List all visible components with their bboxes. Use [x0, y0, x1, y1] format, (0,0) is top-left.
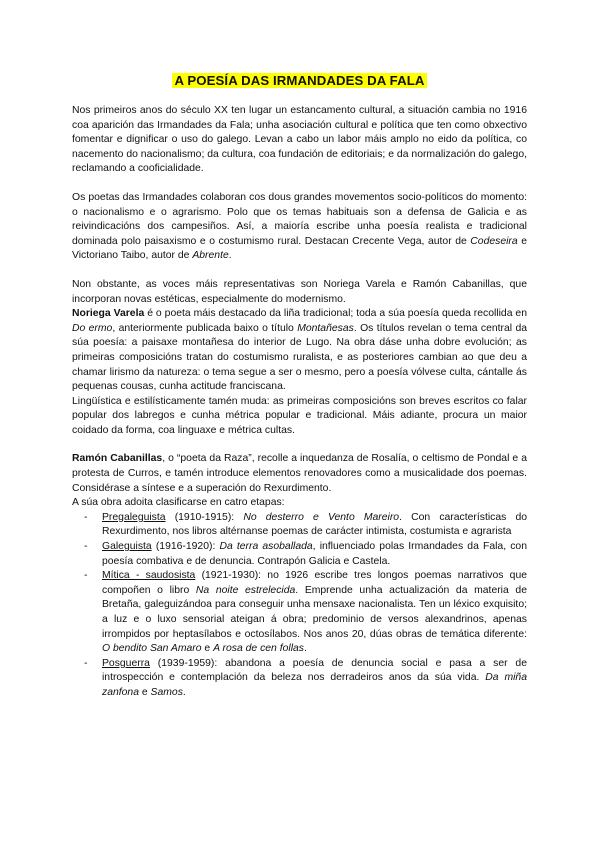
- text: (1939-1959): abandona a poesía de denuncia social e pasa a ser de introspección e contemplación da beleza nos derradeiros anos da súa vida.: [102, 657, 527, 684]
- work-title: Da terra asoballada: [219, 541, 313, 553]
- work-title: Codeseira: [470, 235, 518, 247]
- work-title: O bendito San Amaro: [102, 643, 202, 655]
- text: , influenciado polas Irmandades da Fala, con poesía combativa e de denuncia. Contrapón Galicia e Castela.: [102, 541, 527, 567]
- paragraph-representatives: Non obstante, as voces máis representativas son Noriega Varela e Ramón Cabanillas, que incorporan novas estéticas, especialmente do modernismo.: [72, 278, 527, 305]
- spacer: [72, 177, 527, 191]
- paragraph-noriega: [72, 307, 527, 395]
- paragraph-intro: Nos primeiros anos do século XX ten lugar un estancamento cultural, a situación cambia no 1916 coa aparición das Irmandades da Fala; unha asociación cultural e política que ten como obxectivo fomentar e dignificar o uso do galego. Levan a cabo un labor máis amplo no eido da política, co nacemento do nacionalismo; da cultura, coa fundación de editoriais; e da normalización do galego, reclamando a cooficialidade.: [72, 105, 527, 175]
- work-title: Abrente: [192, 250, 229, 262]
- stage-name: Posguerra: [102, 657, 150, 669]
- text: , o “poeta da Raza”, recolle a inquedanza de Rosalía, o celtismo de Pondal e a protesta de Curros, e tamén introduce elementos renovadores como a musicalidade dos poemas. Considérase a síntese e a superación do Rexurdimento.: [72, 453, 527, 494]
- text: . Con características do Rexurdimento, nos libros altérnanse poemas de carácter intimista, costumista e agrarista: [102, 511, 528, 538]
- paragraph-cabanillas: [72, 452, 527, 496]
- work-title: Samos: [150, 686, 183, 698]
- list-item: [72, 540, 527, 569]
- stage-name: Galeguista: [102, 541, 152, 553]
- document-title: A POESÍA DAS IRMANDADES DA FALA: [174, 73, 425, 88]
- stages-intro: A súa obra adoita clasificarse en catro etapas:: [72, 497, 285, 509]
- text: e Victoriano Taibo, autor de: [72, 235, 527, 262]
- author-name: Ramón Cabanillas: [72, 453, 163, 465]
- list-item: [72, 511, 527, 540]
- text: Os poetas das Irmandades colaboran cos dous grandes movementos socio-políticos do momento: o nacionalismo e o agrarismo. Polo que os temas habituais son a defensa de Galicia e as reivindicacións dos campesiños. Así, a maioría escribe unha poesía realista e tradicional dominada polo paisaxismo e o costumismo rural. Destacan Crecente Vega, autor de: [72, 191, 527, 247]
- text: .: [182, 686, 186, 698]
- title-wrap: [72, 72, 527, 90]
- stage-name: Mítica - saudosista: [102, 570, 196, 582]
- bullet-dash: -: [84, 511, 88, 523]
- work-title: Do ermo: [72, 322, 113, 334]
- text: (1921-1930): no 1926 escribe tres longos poemas narrativos que compoñen o libro: [102, 570, 527, 596]
- text: e: [201, 643, 214, 655]
- paragraph-poets: [72, 191, 527, 264]
- list-item: [72, 569, 527, 657]
- bullet-dash: -: [84, 541, 88, 553]
- document-page: [72, 72, 527, 701]
- text: , anteriormente publicada baixo o título: [112, 322, 298, 334]
- text: é o poeta máis destacado da liña tradicional; toda a súa poesía queda recollida en: [144, 308, 527, 320]
- text: e: [138, 686, 151, 698]
- work-title: A rosa de cen follas: [213, 643, 304, 655]
- work-title: Na noite estrelecida: [195, 584, 296, 596]
- spacer: [72, 264, 527, 278]
- text: . Emprende unha actualización da materia de Bretaña, galeguizándoa para conseguir unha mensaxe nacionalista. Ten un léxico exquisito; a luz e o luxo sensorial ateigan á obra; predominio de versos alexandrinos, apenas irrompidos por heptasílabos e octosílabos. Nos anos 20, dúas obras de temática diferente:: [102, 584, 527, 640]
- work-title: Da miña zanfona: [102, 672, 527, 698]
- list-item: [72, 657, 527, 701]
- work-title: Montañesas: [297, 322, 354, 334]
- work-title: No desterro e Vento Mareiro: [243, 511, 400, 523]
- text: .: [303, 643, 307, 655]
- text: (1910-1915):: [165, 511, 244, 523]
- text: (1916-1920):: [151, 541, 220, 553]
- spacer: [72, 438, 527, 452]
- bullet-dash: -: [84, 570, 88, 582]
- stage-name: Pregaleguista: [102, 511, 166, 523]
- stages-list: [72, 511, 527, 701]
- text: .: [228, 250, 232, 262]
- text: . Os títulos revelan o tema central da súa poesía: a paisaxe montañesa do interior de Lugo. Na obra dáse unha dobre evolución; as primeiras composicións tratan do costumismo ruralista, e as posteriores cambian ao que deu a chamar lirismo da natureza: o tema segue a ser o mesmo, pero a poesía vólvese culta, cántalle ás pequenas cousas, cunha actitude franciscana.: [72, 322, 528, 393]
- bullet-dash: -: [84, 657, 88, 669]
- paragraph-linguistics: Lingüística e estilísticamente tamén muda: as primeiras composicións son breves escritos co falar popular dos labregos e cunha métrica popular e tradicional. Máis adiante, procura un maior coidado da forma, coa linguaxe e métrica cultas.: [72, 395, 527, 436]
- author-name: Noriega Varela: [72, 308, 145, 320]
